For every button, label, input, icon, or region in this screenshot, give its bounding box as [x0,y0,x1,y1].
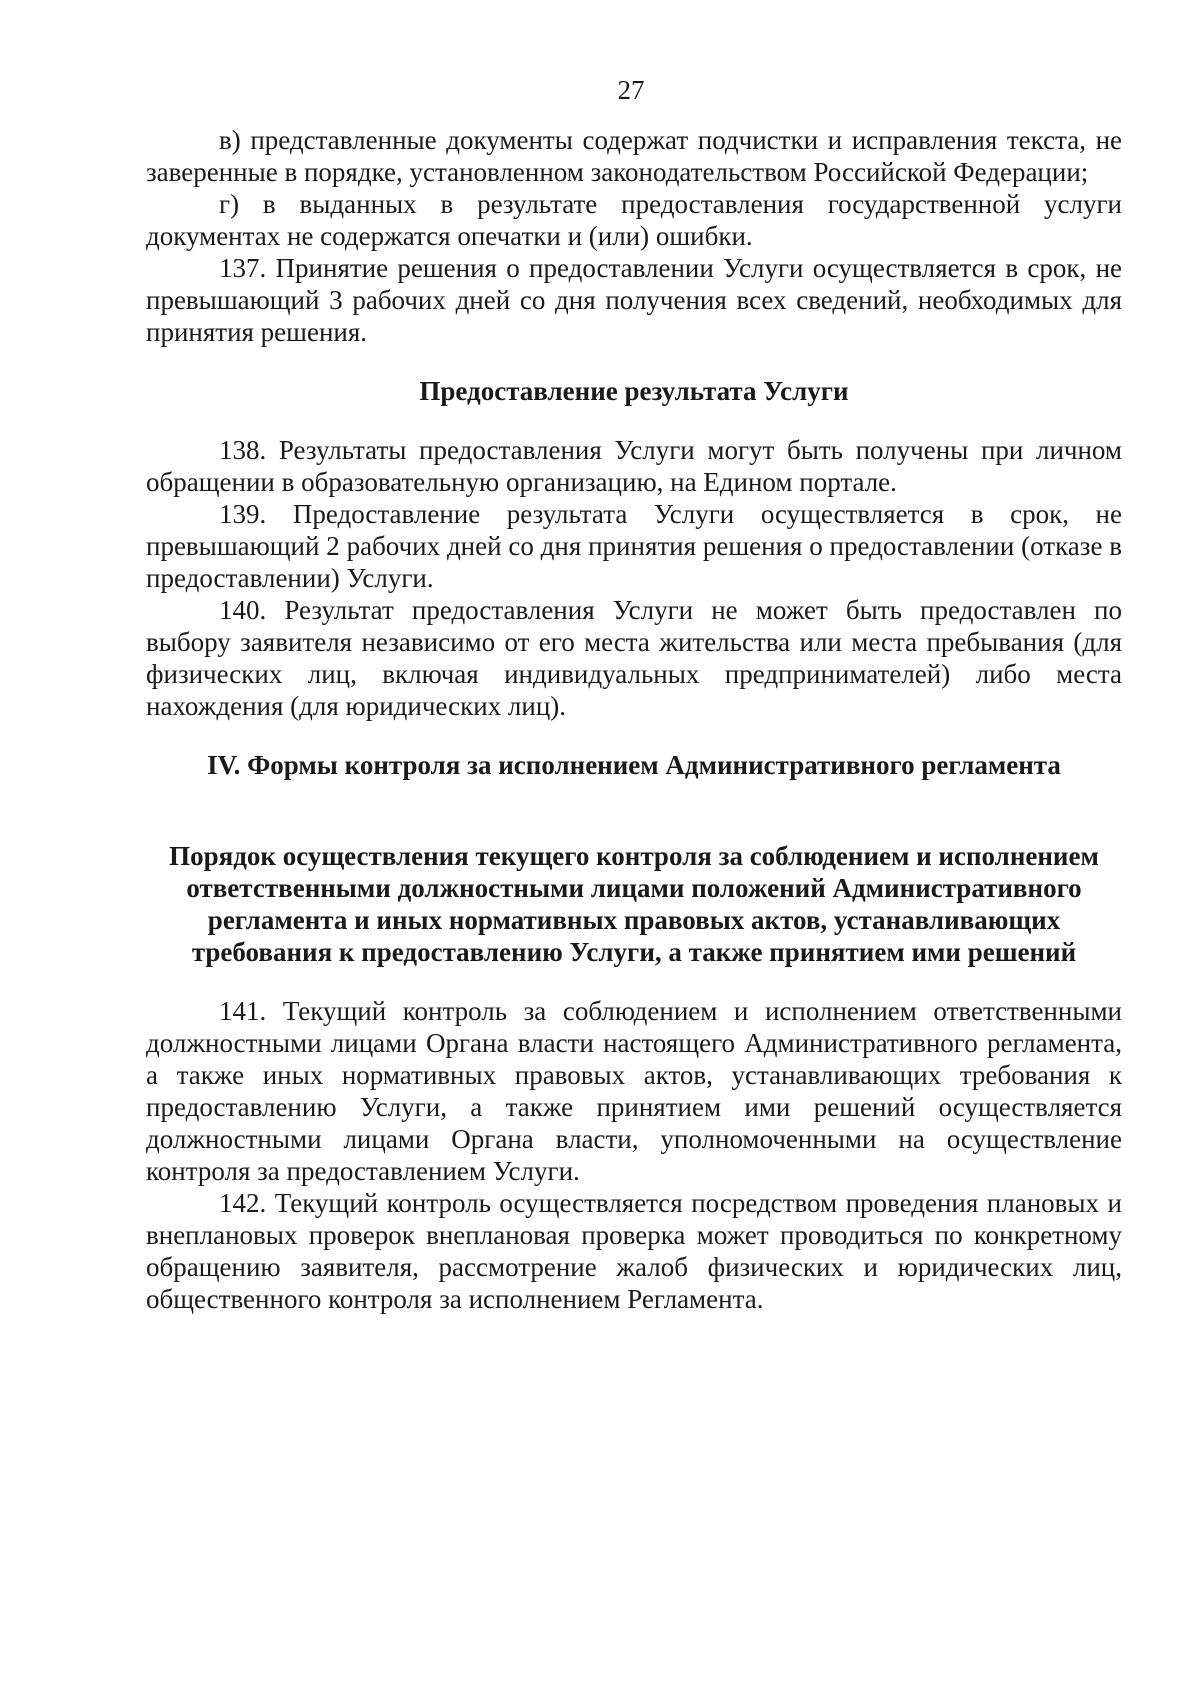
paragraph-137: 137. Принятие решения о предоставлении Услуги осуществляется в срок, не превышающий 3 рабочих дней со дня получения всех сведений, необходимых для принятия решения. [146,253,1122,347]
paragraph-139: 139. Предоставление результата Услуги осуществляется в срок, не превышающий 2 рабочих дней со дня принятия решения о предоставлении (отказе в предоставлении) Услуги. [146,499,1122,593]
page-number: 27 [617,75,645,105]
heading-chapter-iv: IV. Формы контроля за исполнением Административного регламента [207,750,1061,780]
paragraph-138: 138. Результаты предоставления Услуги могут быть получены при личном обращении в образовательную организацию, на Едином портале. [146,435,1122,497]
paragraph-140: 140. Результат предоставления Услуги не может быть предоставлен по выбору заявителя независимо от его места жительства или места пребывания (для физических лиц, включая индивидуальных предпринимателей) либо места нахождения (для юридических лиц). [146,595,1122,721]
document-body [146,124,1122,1315]
paragraph-142: 142. Текущий контроль осуществляется посредством проведения плановых и внеплановых проверок внеплановая проверка может проводиться по конкретному обращению заявителя, рассмотрение жалоб физических и юридических лиц, общественного контроля за исполнением Регламента. [146,1188,1122,1314]
paragraph-item-v: в) представленные документы содержат подчистки и исправления текста, не заверенные в порядке, установленном законодательством Российской Федерации; [146,125,1122,187]
paragraph-141: 141. Текущий контроль за соблюдением и исполнением ответственными должностными лицами Органа власти настоящего Административного регламента, а также иных нормативных правовых актов, устанавливающих требования к предоставлению Услуги, а также принятием ими решений осуществляется должностными лицами Органа власти, уполномоченными на осуществление контроля за предоставлением Услуги. [146,996,1122,1186]
paragraph-item-g: г) в выданных в результате предоставления государственной услуги документах не содержатся опечатки и (или) ошибки. [146,189,1122,251]
heading-result-provision: Предоставление результата Услуги [419,376,849,406]
heading-current-control-procedure: Порядок осуществления текущего контроля за соблюдением и исполнением ответственными должностными лицами положений Административного регламента и иных нормативных правовых актов, устанавливающих требования к предоставлению Услуги, а также принятием ими решений [169,841,1099,967]
